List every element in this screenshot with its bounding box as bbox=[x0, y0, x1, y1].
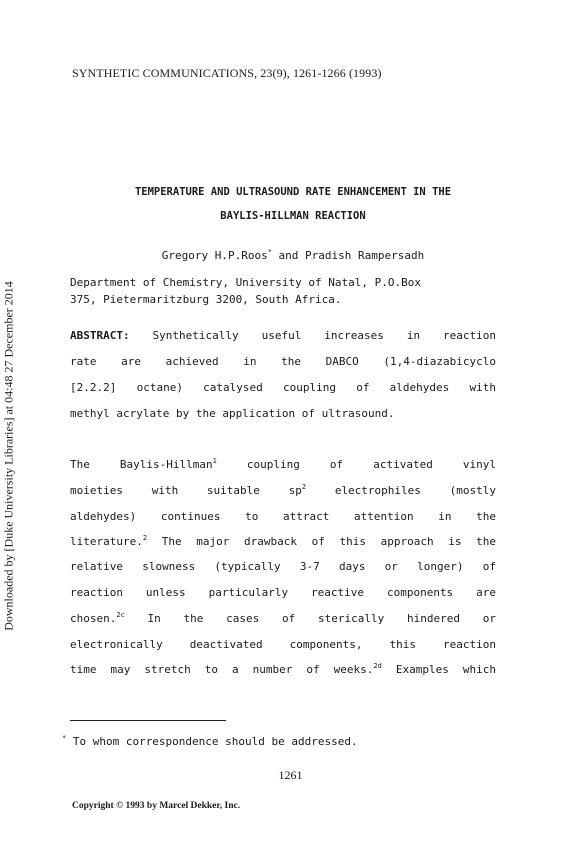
body-text: Examples which bbox=[381, 663, 496, 676]
title-line-2: BAYLIS-HILLMAN REACTION bbox=[220, 210, 366, 222]
body-line-3: aldehydes) continues to attract attention in the bbox=[70, 510, 496, 523]
superscript-mark: 2 bbox=[301, 483, 307, 491]
body-line-2 bbox=[70, 484, 496, 497]
body-line-9 bbox=[70, 663, 496, 676]
abstract-line-1 bbox=[70, 329, 496, 342]
body-text: The Baylis-Hillman bbox=[70, 458, 213, 471]
body-text: moieties with suitable sp bbox=[70, 484, 302, 497]
author-line bbox=[80, 249, 506, 262]
body-line-8: electronically deactivated components, this reaction bbox=[70, 638, 496, 651]
reference-mark: 2 bbox=[142, 534, 148, 542]
body-text: In the cases of sterically hindered or bbox=[124, 612, 496, 625]
abstract-line-4: methyl acrylate by the application of ultrasound. bbox=[70, 407, 395, 420]
reference-mark: 2d bbox=[373, 662, 382, 670]
author-1: Gregory H.P.Roos bbox=[161, 249, 268, 262]
body-text: chosen. bbox=[70, 612, 117, 625]
body-line-4 bbox=[70, 535, 496, 548]
body-text: coupling of activated vinyl bbox=[216, 458, 496, 471]
body-text: electrophiles (mostly bbox=[306, 484, 496, 497]
journal-header: SYNTHETIC COMMUNICATIONS, 23(9), 1261-1266 (1993) bbox=[72, 66, 382, 80]
abstract-line-2: rate are achieved in the DABCO (1,4-diazabicyclo bbox=[70, 355, 496, 368]
abstract-line-3: [2.2.2] octane) catalysed coupling of aldehydes with bbox=[70, 381, 496, 394]
footnote-text: To whom correspondence should be addressed. bbox=[66, 735, 358, 748]
abstract-text-1: Synthetically useful increases in reaction bbox=[129, 329, 496, 342]
footnote-rule bbox=[70, 720, 226, 721]
copyright-line: Copyright © 1993 by Marcel Dekker, Inc. bbox=[72, 801, 241, 811]
download-watermark bbox=[0, 0, 18, 865]
footnote-mark: * bbox=[62, 734, 67, 742]
affiliation-line-1: Department of Chemistry, University of Natal, P.O.Box bbox=[70, 276, 421, 289]
download-note: Downloaded by [Duke University Libraries] at 04:48 27 December 2014 bbox=[1, 281, 16, 631]
reference-mark: 1 bbox=[212, 457, 217, 465]
page-number: 1261 bbox=[278, 768, 303, 782]
body-line-6: reaction unless particularly reactive components are bbox=[70, 586, 496, 599]
body-line-7 bbox=[70, 612, 496, 625]
corresponding-mark: * bbox=[267, 248, 272, 256]
abstract-label: ABSTRACT: bbox=[70, 329, 130, 342]
reference-mark: 2c bbox=[116, 611, 125, 619]
affiliation-line-2: 375, Pietermaritzburg 3200, South Africa. bbox=[70, 293, 342, 306]
author-conjunction: and bbox=[271, 249, 306, 262]
footnote bbox=[62, 735, 358, 748]
body-line-5: relative slowness (typically 3-7 days or longer) of bbox=[70, 560, 496, 573]
body-text: literature. bbox=[70, 535, 143, 548]
body-text: The major drawback of this approach is the bbox=[147, 535, 496, 548]
title-line-1: TEMPERATURE AND ULTRASOUND RATE ENHANCEMENT IN THE bbox=[134, 186, 452, 198]
body-text: time may stretch to a number of weeks. bbox=[70, 663, 374, 676]
body-line-1 bbox=[70, 458, 496, 471]
author-2: Pradish Rampersadh bbox=[305, 249, 425, 262]
